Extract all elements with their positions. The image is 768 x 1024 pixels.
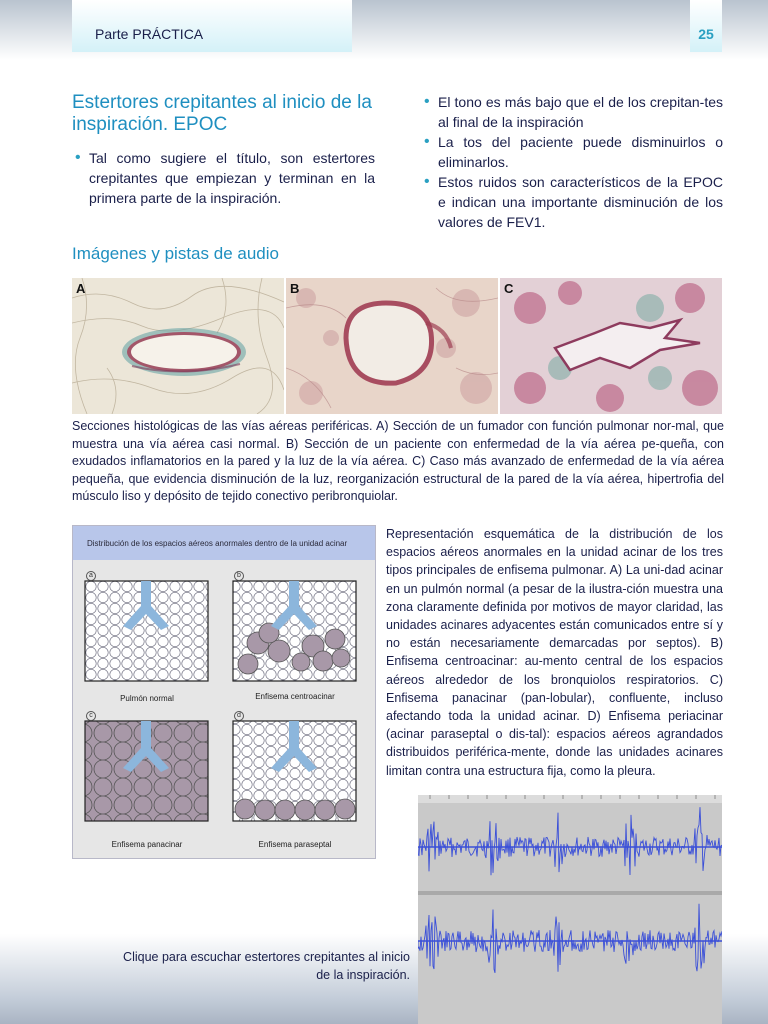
diagram-title: Distribución de los espacios aéreos anormales dentro de la unidad acinar <box>87 539 348 548</box>
images-audio-heading: Imágenes y pistas de audio <box>72 244 279 263</box>
acinus-normal <box>85 581 208 681</box>
page-number: 25 <box>698 26 714 42</box>
right-bullet-list <box>422 92 723 232</box>
emphysema-diagram <box>72 525 376 859</box>
bullet-item: • Tal como sugiere el título, son estertores crepitantes que empiezan y terminan en la primera parte de la inspiración. <box>73 148 375 208</box>
label-normal-lung: Pulmón normal <box>120 694 174 703</box>
acinus-paraseptal <box>233 721 356 821</box>
acinus-panacinar <box>85 721 208 821</box>
histology-image-c <box>500 278 722 414</box>
diagram-letter-a: a <box>86 571 96 581</box>
bullet-item: • Estos ruidos son característicos de la EPOC e indican una importante disminución de los valores de FEV1. <box>422 172 723 232</box>
diagram-caption: Representación esquemática de la distribución de los espacios aéreos anormales en la unidad acinar de los tres tipos principales de enfisema pulmonar. A) La uni-dad acinar en un pulmón normal (a pesar de la ilustra-ción muestra una zona claramente definida por motivos de mayor claridad, las unidades acinares adyacentes están comunicados entre sí y no están necesariamente demarcadas por septos). B) Enfisema centroacinar: au-mento central de los espacios aéreos alrededor de los bronquiolos respiratorios. C) Enfisema panacinar (pan-lobular), confluente, incluso afectando toda la unidad acinar. D) Enfisema periacinar (acinar paraseptal o dis-tal): espacios aéreos agrandados distribuidos periférica-mente, donde las unidades acinares limitan contra una estructura fija, como la pleura. <box>386 527 723 778</box>
panel-label-c: C <box>504 281 514 296</box>
acinus-centroacinar <box>233 581 356 681</box>
label-paraseptal: Enfisema paraseptal <box>258 840 332 849</box>
diagram-letter-d: d <box>234 711 244 721</box>
bullet-item: • El tono es más bajo que el de los crepitan-tes al final de la inspiración <box>422 92 723 132</box>
histology-image-a <box>72 278 284 414</box>
section-title: Estertores crepitantes al inicio de la inspiración. EPOC <box>72 92 372 135</box>
label-centroacinar: Enfisema centroacinar <box>255 692 335 701</box>
histology-image-b <box>286 278 498 414</box>
panel-label-a: A <box>76 281 86 296</box>
bullet-item: • La tos del paciente puede disminuirlos o eliminarlos. <box>422 132 723 172</box>
diagram-letter-b: b <box>234 571 244 581</box>
audio-caption-link[interactable]: Clique para escuchar estertores crepitantes al inicio de la inspiración. <box>123 950 410 982</box>
diagram-letter-c: c <box>86 711 96 721</box>
audio-waveform-player[interactable] <box>418 795 722 1024</box>
left-bullet-list <box>73 148 375 208</box>
header-section-title: Parte PRÁCTICA <box>95 26 204 42</box>
histology-caption: Secciones histológicas de las vías aéreas periféricas. A) Sección de un fumador con función pulmonar nor-mal, que muestra una vía aérea casi normal. B) Sección de un paciente con enfermedad de la vía aérea pe-queña, con exudados inflamatorios en la pared y la luz de la vía aérea. C) Caso más avanzado de enfermedad de la vía aérea pequeña, que evidencia disminución de la luz, reorganización estructural de la pared de la vía aérea, hipertrofia del músculo liso y depósito de tejido conectivo peribronquiolar. <box>72 419 724 503</box>
label-panacinar: Enfisema panacinar <box>111 840 183 849</box>
panel-label-b: B <box>290 281 300 296</box>
